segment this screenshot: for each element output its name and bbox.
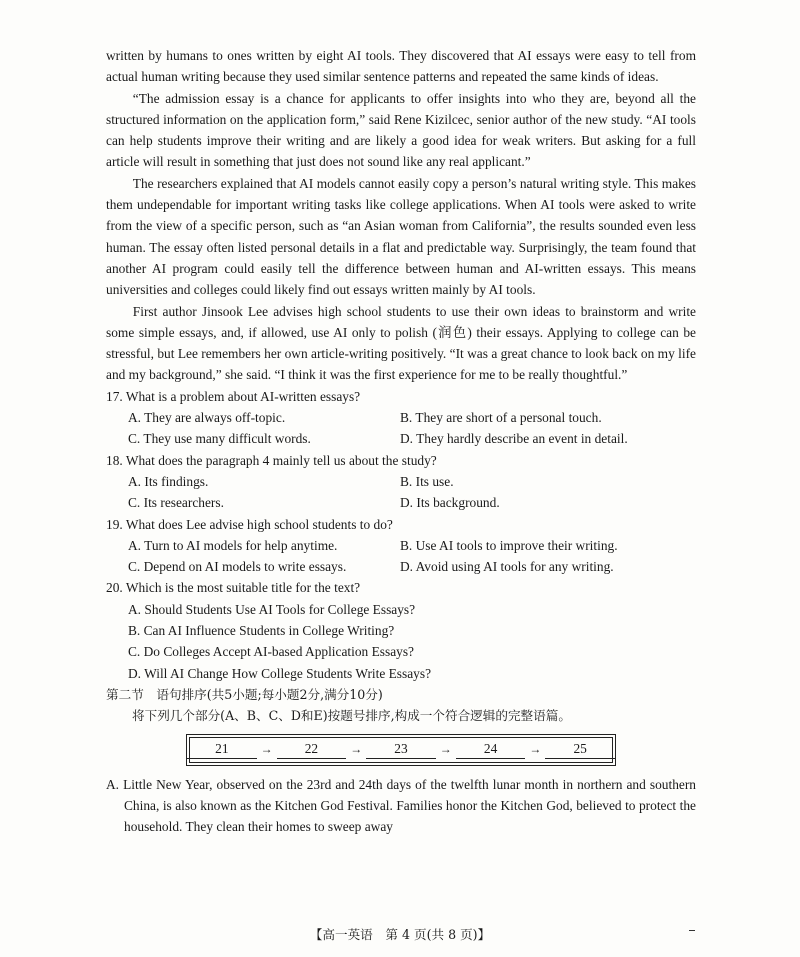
answer-slot-24[interactable]: 24 — [456, 740, 526, 759]
option-c: C. Depend on AI models to write essays. — [128, 559, 347, 575]
question-stem: 20. Which is the most suitable title for the text? — [106, 580, 361, 596]
answer-slot-23[interactable]: 23 — [366, 740, 436, 759]
answer-slot-25[interactable]: 25 — [545, 740, 615, 759]
answer-slot-21[interactable]: 21 — [187, 740, 257, 759]
question-options — [106, 599, 696, 684]
question-options — [106, 471, 696, 514]
answer-order-box — [186, 734, 616, 766]
arrow-right-icon: → — [439, 741, 452, 756]
option-b: B. They are short of a personal touch. — [400, 410, 602, 426]
question-19 — [106, 514, 696, 578]
paragraph-quote-kizilcec: “The admission essay is a chance for applicants to offer insights into who they are, beyond all the structured information on the application form,” said Rene Kizilcec, senior author of the new study. “AI tools can help students improve their writing and are likely a good idea for weak writers. But asking for a full article will result in something that just does not sound like any real applicant.” — [106, 90, 696, 170]
arrow-right-icon: → — [260, 741, 273, 756]
arrow-right-icon: → — [350, 741, 363, 756]
passage-part-a: A. Little New Year, observed on the 23rd and 24th days of the twelfth lunar month in northern and southern China, is also known as the Kitchen God Festival. Families honor the Kitchen God, believed to protect the household. They clean their homes to sweep away — [106, 776, 696, 835]
question-17 — [106, 386, 696, 450]
question-stem: 17. What is a problem about AI-written essays? — [106, 388, 361, 404]
option-a: A. Its findings. — [128, 473, 209, 489]
option-d: D. They hardly describe an event in detail. — [400, 431, 628, 447]
option-b: B. Use AI tools to improve their writing. — [400, 537, 618, 553]
question-18 — [106, 450, 696, 514]
question-stem: 18. What does the paragraph 4 mainly tell us about the study? — [106, 452, 437, 468]
option-c: C. Its researchers. — [128, 495, 224, 511]
footer-mark — [689, 930, 695, 931]
option-d: D. Its background. — [400, 495, 500, 511]
paragraph-continued: written by humans to ones written by eight AI tools. They discovered that AI essays were easy to tell from actual human writing because they used similar sentence patterns and repeated the same kinds of ideas. — [106, 48, 696, 85]
option-d: D. Avoid using AI tools for any writing. — [400, 559, 614, 575]
section-instruction: 将下列几个部分(A、B、C、D和E)按题号排序,构成一个符合逻辑的完整语篇。 — [132, 708, 571, 724]
section-heading: 第二节 语句排序(共5小题;每小题2分,满分10分) — [106, 686, 383, 702]
option-a: A. Should Students Use AI Tools for College Essays? — [128, 601, 416, 617]
paragraph-lee-advice: First author Jinsook Lee advises high school students to use their own ideas to brainstorm and write some simple essays, and, if allowed, use AI only to polish (润色) their essays. Applying to college can be stressful, but Lee remembers her own article-writing positively. “It was a great chance to look back on my life and my background,” she said. “I think it was the first experience for me to be really thoughtful.” — [106, 303, 696, 383]
option-b: B. Can AI Influence Students in College Writing? — [128, 623, 395, 639]
page-content — [106, 45, 696, 837]
option-d: D. Will AI Change How College Students Write Essays? — [128, 665, 432, 681]
question-options — [106, 535, 696, 578]
paragraph-researchers: The researchers explained that AI models cannot easily copy a person’s natural writing style. This makes them undependable for important writing tasks like college applications. When AI tools were asked to write from the view of a specific person, such as “an Asian woman from California”, the results sounded even less human. The essay often listed personal details in a flat and predictable way. Surprisingly, the team found that another AI program could easily tell the difference between human and AI-written essays. This means universities and colleges could likely find out essays written mainly by AI tools. — [106, 175, 696, 298]
arrow-right-icon: → — [529, 741, 542, 756]
option-c: C. They use many difficult words. — [128, 431, 311, 447]
question-20 — [106, 577, 696, 683]
question-options — [106, 407, 696, 450]
option-a: A. Turn to AI models for help anytime. — [128, 537, 338, 553]
option-c: C. Do Colleges Accept AI-based Application Essays? — [128, 644, 414, 660]
page-footer: 【高一英语 第 4 页(共 8 页)】 — [309, 927, 491, 942]
answer-slot-22[interactable]: 22 — [277, 740, 347, 759]
question-stem: 19. What does Lee advise high school students to do? — [106, 516, 393, 532]
option-b: B. Its use. — [400, 473, 454, 489]
option-a: A. They are always off-topic. — [128, 410, 286, 426]
